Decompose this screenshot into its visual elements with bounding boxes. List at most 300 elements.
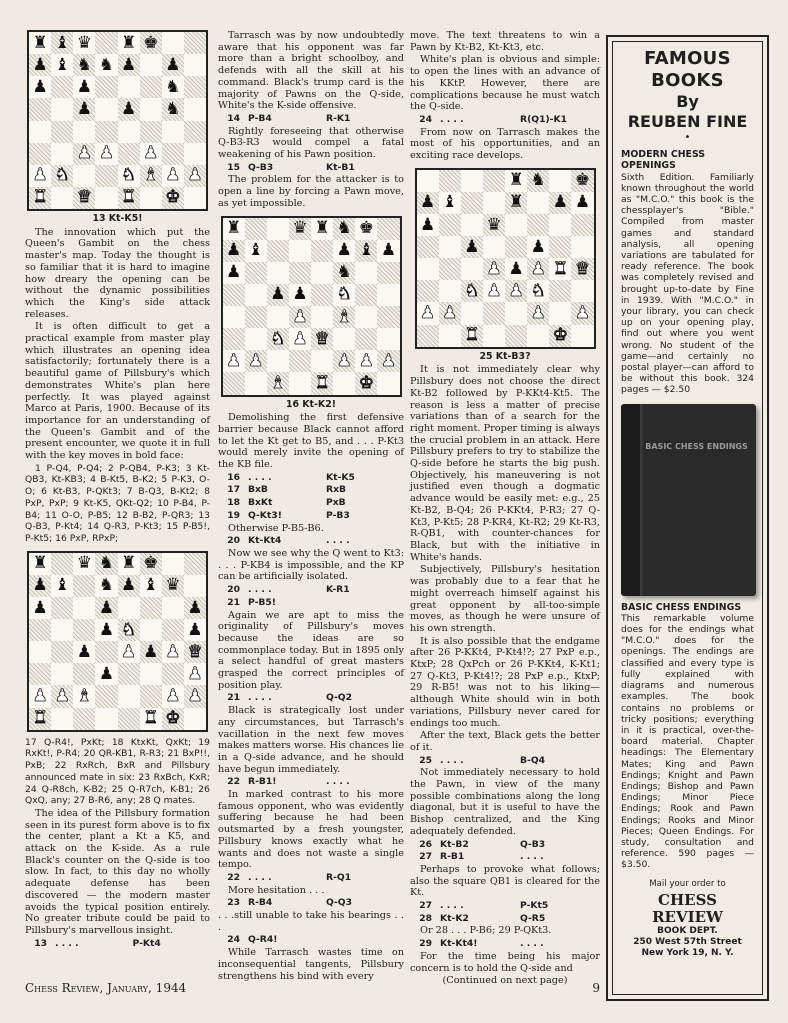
black-pawn-icon: ♟ (95, 597, 117, 619)
paragraph: Otherwise P-B5-B6. (228, 522, 324, 534)
board-square (51, 663, 73, 685)
black-knight-icon: ♞ (162, 76, 184, 98)
board-square (51, 619, 73, 641)
board-square (549, 302, 571, 324)
white-pawn-icon: ♟ (527, 302, 549, 324)
book2-title: BASIC CHESS ENDINGS (621, 601, 742, 613)
board-square (549, 280, 571, 302)
paragraph: From now on Tarrasch makes the most of his opportunities, and an exciting race develops. (410, 126, 600, 162)
board-square (289, 372, 311, 394)
white-pawn-icon: ♟ (571, 302, 593, 324)
black-bishop-icon: ♝ (51, 54, 73, 76)
black-king-icon: ♚ (571, 170, 593, 192)
paragraph: Subjectively, Pillsbury's hesitation was probably due to a fear that he might overreach himself against his great opponent by all-too-simple moves, as though he were unsure of his own strength. (410, 564, 600, 634)
board-square (267, 218, 289, 240)
move-line: 13 . . . . P-Kt4 (34, 937, 161, 949)
board-square (51, 187, 73, 209)
move-line: 23 R-B4 Q-Q3 (227, 897, 352, 909)
white-pawn-icon: ♟ (223, 350, 245, 372)
board-square (51, 708, 73, 730)
board-square (95, 165, 117, 187)
black-queen-icon: ♛ (73, 32, 95, 54)
black-pawn-icon: ♟ (223, 240, 245, 262)
board-square (29, 663, 51, 685)
board-square (162, 32, 184, 54)
move-line: 22 R-B1! . . . . (227, 776, 350, 788)
black-pawn-icon: ♟ (184, 597, 206, 619)
white-pawn-icon: ♟ (184, 685, 206, 707)
publisher-dept: BOOK DEPT. (657, 925, 718, 936)
board-square (289, 240, 311, 262)
move-line: 18 BxKt PxB (227, 497, 346, 509)
white-pawn-icon: ♟ (51, 685, 73, 707)
board-square (118, 708, 140, 730)
board-square (377, 306, 399, 328)
paragraph: Perhaps to provoke what follows; also the square QB1 is cleared for the Kt. (410, 863, 600, 899)
paragraph: Or 28 . . . P-B6; 29 P-QKt3. (420, 925, 552, 937)
black-knight-icon: ♞ (95, 553, 117, 575)
chess-diagram-1 (27, 30, 208, 211)
board-square (483, 325, 505, 347)
board-square (73, 575, 95, 597)
white-rook-icon: ♜ (29, 187, 51, 209)
paragraph: 1 P-Q4, P-Q4; 2 P-QB4, P-K3; 3 Kt-QB3, Kt-KB3; 4 B-Kt5, B-K2; 5 P-K3, O-O; 6 Kt-B3, P-QKt3; 7 B-Q3, B-Kt2; 8 PxP, PxP; 9 Kt-K5, QKt-Q2; 10 P-B4, P-B4; 11 O-O, P-B5; 12 B-B2, P-QR3; 13 Q-B3, P-Kt4; 14 Q-R3, P-Kt3; 15 P-B5!, P-Kt5; 16 PxP, RPxP; (25, 462, 210, 544)
paragraph: The idea of the Pillsbury formation seen in its purest form above is to fix the center, plant a Kt a K5, and attack on the K-side. As a rule Black's counter on the Q-side is too slow. In fact, to this day no wholly adequate defense has been discovered — the modern master avoids the typical position entirely. No greater tribute could be paid to Pillsbury's marvellous insight. (25, 807, 210, 936)
board-square (51, 76, 73, 98)
black-pawn-icon: ♟ (118, 575, 140, 597)
board-square (461, 192, 483, 214)
black-pawn-icon: ♟ (29, 76, 51, 98)
board-square (311, 306, 333, 328)
footer-publication: Chess Review, January, 1944 (25, 981, 187, 995)
board-square (245, 328, 267, 350)
board-square (505, 236, 527, 258)
book-cover-image (621, 404, 756, 596)
board-square (162, 143, 184, 165)
board-square (505, 302, 527, 324)
board-square (140, 98, 162, 120)
black-rook-icon: ♜ (29, 32, 51, 54)
board-square (377, 218, 399, 240)
publisher-city: New York 19, N. Y. (641, 947, 734, 958)
black-knight-icon: ♞ (162, 98, 184, 120)
move-line: 22 . . . . R-Q1 (227, 871, 352, 883)
white-pawn-icon: ♟ (184, 663, 206, 685)
board-square (267, 262, 289, 284)
black-knight-icon: ♞ (333, 262, 355, 284)
board-square (73, 663, 95, 685)
board-square (184, 54, 206, 76)
board-square (483, 170, 505, 192)
board-square (95, 76, 117, 98)
board-square (439, 280, 461, 302)
board-square (29, 641, 51, 663)
board-square (223, 372, 245, 394)
move-line: 16 . . . . Kt-K5 (227, 471, 355, 483)
paragraph: Rightly foreseeing that otherwise Q-B3-R3 would compel a fatal weakening of his Pawn position. (218, 125, 404, 161)
white-rook-icon: ♜ (311, 372, 333, 394)
board-square (51, 143, 73, 165)
board-square (140, 663, 162, 685)
board-square (505, 214, 527, 236)
white-pawn-icon: ♟ (527, 258, 549, 280)
white-rook-icon: ♜ (118, 187, 140, 209)
board-square (483, 192, 505, 214)
paragraph: The innovation which put the Queen's Gambit on the chess master's map. Today the thought is so familiar that it is hard to imagine how dreary the opening can be without the dynamic possibilities which the King's side attack releases. (25, 226, 210, 320)
board-square (73, 121, 95, 143)
board-square (184, 575, 206, 597)
board-square (245, 306, 267, 328)
white-king-icon: ♚ (549, 325, 571, 347)
ad-title: FAMOUS BOOKS (644, 48, 731, 91)
book-advertisement (606, 35, 769, 1001)
board-square (95, 187, 117, 209)
move-line: 24 . . . . R(Q1)-K1 (419, 113, 568, 125)
board-square (417, 170, 439, 192)
board-square (184, 708, 206, 730)
board-square (527, 325, 549, 347)
paragraph: After the text, Black gets the better of it. (410, 730, 600, 753)
board-square (162, 121, 184, 143)
black-rook-icon: ♜ (505, 192, 527, 214)
white-knight-icon: ♞ (527, 280, 549, 302)
board-square (140, 685, 162, 707)
white-knight-icon: ♞ (461, 280, 483, 302)
black-pawn-icon: ♟ (95, 619, 117, 641)
board-square (223, 306, 245, 328)
board-square (439, 325, 461, 347)
board-square (267, 306, 289, 328)
black-rook-icon: ♜ (29, 553, 51, 575)
black-knight-icon: ♞ (95, 575, 117, 597)
paragraph: 17 Q-R4!, PxKt; 18 KtxKt, QxKt; 19 RxKt!, P-R4; 20 QR-KB1, R-R3; 21 BxP!!, PxB; 22 RxRch, BxR and Pillsbury announced mate in six: 23 RxBch, KxR; 24 Q-R8ch, K-B2; 25 Q-R7ch, K-B1; 26 QxQ, any; 27 B-R6, any; 28 Q mates. (25, 736, 210, 807)
board-square (311, 350, 333, 372)
board-square (461, 170, 483, 192)
paragraph: For the time being his major concern is to hold the Q-side and (410, 950, 600, 974)
board-square (162, 553, 184, 575)
board-square (184, 32, 206, 54)
board-square (95, 641, 117, 663)
board-square (377, 372, 399, 394)
black-pawn-icon: ♟ (417, 192, 439, 214)
white-pawn-icon: ♟ (289, 328, 311, 350)
publisher-name: CHESS REVIEW (652, 890, 723, 926)
board-square (505, 325, 527, 347)
board-square (289, 350, 311, 372)
bullet-icon: • (684, 132, 691, 143)
paragraph: Demolishing the first defensive barrier because Black cannot afford to let the Kt get to B5, and . . . P-Kt3 would merely invite the opening of the KB file. (218, 412, 404, 471)
board-square (549, 236, 571, 258)
white-bishop-icon: ♝ (140, 165, 162, 187)
board-square (118, 597, 140, 619)
chess-diagram-2 (27, 551, 208, 732)
black-pawn-icon: ♟ (29, 597, 51, 619)
page-number: 9 (592, 981, 600, 995)
black-bishop-icon: ♝ (245, 240, 267, 262)
black-pawn-icon: ♟ (223, 262, 245, 284)
black-pawn-icon: ♟ (505, 258, 527, 280)
black-pawn-icon: ♟ (461, 236, 483, 258)
black-pawn-icon: ♟ (73, 98, 95, 120)
board-square (417, 236, 439, 258)
black-pawn-icon: ♟ (29, 54, 51, 76)
board-square (311, 262, 333, 284)
board-square (162, 619, 184, 641)
board-square (51, 553, 73, 575)
column-3 (410, 30, 600, 988)
paragraph: The problem for the attacker is to open a line by forcing a Pawn move, as yet impossible. (218, 174, 404, 209)
board-square (29, 121, 51, 143)
white-pawn-icon: ♟ (355, 350, 377, 372)
white-king-icon: ♚ (355, 372, 377, 394)
white-pawn-icon: ♟ (505, 280, 527, 302)
move-line: 15 Q-B3 Kt-B1 (227, 161, 355, 173)
board-square (333, 372, 355, 394)
board-square (377, 284, 399, 306)
board-square (73, 619, 95, 641)
paragraph: It is not immediately clear why Pillsbury does not choose the direct Kt-B2 followed by P-KKt4-Kt5. The reason is less a matter of precise variations than of a search for the right moment. Proper timing is always the crucial problem in an attack. Here Pillsbury prefers to try to stabilize the Q-side before he starts the big push. Objectively, his maneuvering is not justified even though a dogmatic advance would be easily met: e.g., 25 Kt-B2, B-Q4; 26 P-KKt4, P-R3; 27 Q-Kt3, P-Kt5; 28 P-KR4, Kt-R2; 29 Kt-R3, R-QB1, with counter-chances for Black, but with the initiative in White's hands. (410, 364, 600, 563)
paragraph: More hesitation . . . (228, 884, 325, 896)
paragraph: Again we are apt to miss the originality of Pillsbury's moves because the ideas are so commonplace today. But in 1895 only a select handful of great masters grasped the correct principles of position play. (218, 609, 404, 691)
board-square (355, 328, 377, 350)
board-square (439, 170, 461, 192)
board-square (483, 302, 505, 324)
black-queen-icon: ♛ (73, 553, 95, 575)
board-square (377, 328, 399, 350)
black-pawn-icon: ♟ (377, 240, 399, 262)
board-square (527, 192, 549, 214)
board-square (245, 218, 267, 240)
black-pawn-icon: ♟ (289, 284, 311, 306)
white-knight-icon: ♞ (118, 165, 140, 187)
board-square (289, 262, 311, 284)
paragraph: In marked contrast to his more famous opponent, who was evidently suffering because he had been outsmarted by a fresh youngster, Pillsbury knows exactly what he wants and does not waste a single tempo. (218, 789, 404, 871)
board-square (140, 619, 162, 641)
board-square (184, 187, 206, 209)
board-square (73, 597, 95, 619)
black-bishop-icon: ♝ (51, 575, 73, 597)
move-line: 28 Kt-K2 Q-R5 (419, 912, 546, 924)
white-queen-icon: ♛ (184, 641, 206, 663)
white-pawn-icon: ♟ (162, 165, 184, 187)
black-queen-icon: ♛ (162, 575, 184, 597)
black-pawn-icon: ♟ (95, 663, 117, 685)
white-pawn-icon: ♟ (483, 280, 505, 302)
black-king-icon: ♚ (355, 218, 377, 240)
board-square (355, 306, 377, 328)
black-pawn-icon: ♟ (73, 641, 95, 663)
black-knight-icon: ♞ (73, 54, 95, 76)
board-square (95, 98, 117, 120)
paragraph: It is often difficult to get a practical example from master play which illustrates an opening idea satisfactorily; fortunately there is a beautiful game of Pillsbury's which demonstrates White's plan here perfectly. It was played against Marco at Paris, 1900. Because of its importance for an understanding of the Queen's Gambit and of the present encounter, we quote it in full with the key moves in bold face: (25, 321, 210, 462)
move-line: 20 . . . . K-R1 (227, 584, 350, 596)
board-square (118, 685, 140, 707)
board-square (355, 284, 377, 306)
board-square (140, 76, 162, 98)
black-knight-icon: ♞ (527, 170, 549, 192)
board-square (571, 325, 593, 347)
board-square (311, 284, 333, 306)
black-pawn-icon: ♟ (140, 641, 162, 663)
board-square (29, 619, 51, 641)
black-queen-icon: ♛ (483, 214, 505, 236)
paragraph: White's plan is obvious and simple: to open the lines with an advance of his KKtP. However, there are complications because he must watch the Q-side. (410, 54, 600, 113)
white-rook-icon: ♜ (461, 325, 483, 347)
white-pawn-icon: ♟ (162, 641, 184, 663)
black-pawn-icon: ♟ (73, 76, 95, 98)
white-queen-icon: ♛ (311, 328, 333, 350)
board-square (95, 121, 117, 143)
mail-order-note: Mail your order to (649, 878, 726, 889)
ad-frame (612, 41, 763, 995)
board-square (95, 32, 117, 54)
black-queen-icon: ♛ (289, 218, 311, 240)
board-square (439, 258, 461, 280)
black-pawn-icon: ♟ (417, 214, 439, 236)
continued-note: (Continued on next page) (442, 975, 568, 987)
black-bishop-icon: ♝ (355, 240, 377, 262)
black-pawn-icon: ♟ (184, 619, 206, 641)
white-bishop-icon: ♝ (73, 685, 95, 707)
white-queen-icon: ♛ (571, 258, 593, 280)
ad-author: REUBEN FINE (627, 112, 748, 131)
white-rook-icon: ♜ (140, 708, 162, 730)
board-square (571, 280, 593, 302)
paragraph: . . .still unable to take his bearings . . . (218, 910, 404, 933)
move-line: 19 Q-Kt3! P-B3 (227, 509, 350, 521)
black-pawn-icon: ♟ (549, 192, 571, 214)
white-pawn-icon: ♟ (162, 685, 184, 707)
white-king-icon: ♚ (162, 708, 184, 730)
board-square (245, 262, 267, 284)
white-knight-icon: ♞ (333, 284, 355, 306)
board-square (439, 236, 461, 258)
board-square (223, 284, 245, 306)
black-pawn-icon: ♟ (118, 98, 140, 120)
white-pawn-icon: ♟ (377, 350, 399, 372)
board-square (184, 121, 206, 143)
board-square (95, 708, 117, 730)
black-bishop-icon: ♝ (140, 575, 162, 597)
board-square (461, 214, 483, 236)
board-square (184, 553, 206, 575)
board-square (162, 663, 184, 685)
paragraph: While Tarrasch wastes time on inconsequential tangents, Pillsbury strengthens his bind with every (218, 947, 404, 982)
board-square (51, 121, 73, 143)
board-square (51, 98, 73, 120)
board-square (439, 214, 461, 236)
board-square (245, 284, 267, 306)
move-line: 14 P-B4 R-K1 (227, 112, 351, 124)
white-knight-icon: ♞ (267, 328, 289, 350)
white-pawn-icon: ♟ (184, 165, 206, 187)
move-line: 27 . . . . P-Kt5 (419, 900, 549, 912)
black-pawn-icon: ♟ (333, 240, 355, 262)
black-rook-icon: ♜ (118, 32, 140, 54)
paragraph: move. The text threatens to win a Pawn by Kt-B2, Kt-Kt3, etc. (410, 30, 600, 53)
board-square (140, 121, 162, 143)
black-pawn-icon: ♟ (29, 575, 51, 597)
board-square (184, 76, 206, 98)
white-pawn-icon: ♟ (483, 258, 505, 280)
board-square (417, 280, 439, 302)
board-square (184, 98, 206, 120)
paragraph: Now we see why the Q went to Kt3: . . . P-KB4 is impossible, and the KP can be artificially isolated. (218, 547, 404, 583)
board-square (483, 236, 505, 258)
publisher-street: 250 West 57th Street (633, 936, 742, 947)
white-pawn-icon: ♟ (417, 302, 439, 324)
paragraph: Not immediately necessary to hold the Pawn, in view of the many possible combinations along the long diagonal, but it is useful to have the Bishop centralized, and the King adequately defended. (410, 767, 600, 837)
board-square (417, 325, 439, 347)
column-2 (218, 30, 404, 983)
board-square (73, 708, 95, 730)
board-square (118, 121, 140, 143)
move-line: 29 Kt-Kt4! . . . . (419, 938, 544, 950)
black-bishop-icon: ♝ (51, 32, 73, 54)
black-rook-icon: ♜ (311, 218, 333, 240)
board-square (223, 328, 245, 350)
board-square (162, 597, 184, 619)
black-rook-icon: ♜ (223, 218, 245, 240)
white-pawn-icon: ♟ (333, 350, 355, 372)
board-square (140, 54, 162, 76)
board-square (29, 98, 51, 120)
board-square (461, 258, 483, 280)
diagram-caption-3: 16 Kt-K2! (285, 398, 336, 410)
black-rook-icon: ♜ (505, 170, 527, 192)
board-square (245, 372, 267, 394)
black-king-icon: ♚ (140, 553, 162, 575)
paragraph: Black is strategically lost under any circumstances, but Tarrasch's vacillation in the next few moves makes matters worse. His chances lie in a Q-side advance, and he should have begun immediately. (218, 705, 404, 775)
black-rook-icon: ♜ (118, 553, 140, 575)
black-pawn-icon: ♟ (118, 54, 140, 76)
black-king-icon: ♚ (140, 32, 162, 54)
board-square (527, 214, 549, 236)
white-pawn-icon: ♟ (29, 165, 51, 187)
black-pawn-icon: ♟ (527, 236, 549, 258)
board-square (355, 262, 377, 284)
column-1 (25, 30, 210, 950)
board-square (461, 302, 483, 324)
move-line: 21 P-B5! (227, 596, 276, 608)
white-pawn-icon: ♟ (118, 641, 140, 663)
white-pawn-icon: ♟ (245, 350, 267, 372)
board-square (73, 165, 95, 187)
black-bishop-icon: ♝ (439, 192, 461, 214)
black-knight-icon: ♞ (95, 54, 117, 76)
book2-description: This remarkable volume does for the endings what "M.C.O." does for the openings. The endings are classified and every type is fully explained with diagrams and numerous examples. The book contains no problems or tricky positions; everything in it is practical, over-the-board material. Chapter headings: The Elementary Mates; King and Pawn Endings; Knight and Pawn Endings; Bishop and Pawn Endings; Minor Piece Endings; Rook and Pawn Endings; Rooks and Minor Pieces; Queen Endings. For study, consultation and reference. 590 pages — $3.50. (621, 612, 754, 871)
move-line: 26 Kt-B2 Q-B3 (419, 838, 546, 850)
white-pawn-icon: ♟ (29, 685, 51, 707)
board-square (571, 214, 593, 236)
book-cover-title: BASIC CHESS ENDINGS (645, 441, 748, 451)
white-rook-icon: ♜ (549, 258, 571, 280)
board-square (140, 597, 162, 619)
white-pawn-icon: ♟ (140, 143, 162, 165)
white-king-icon: ♚ (162, 187, 184, 209)
book1-title: MODERN CHESS OPENINGS (621, 149, 706, 172)
board-square (267, 240, 289, 262)
white-queen-icon: ♛ (73, 187, 95, 209)
white-knight-icon: ♞ (118, 619, 140, 641)
move-line: 21 . . . . Q-Q2 (227, 692, 352, 704)
board-square (95, 685, 117, 707)
board-square (184, 143, 206, 165)
move-line: 17 BxB RxB (227, 484, 347, 496)
board-square (51, 597, 73, 619)
diagram-caption-1: 13 Kt-K5! (92, 213, 143, 224)
move-line: 24 Q-R4! (227, 934, 278, 946)
